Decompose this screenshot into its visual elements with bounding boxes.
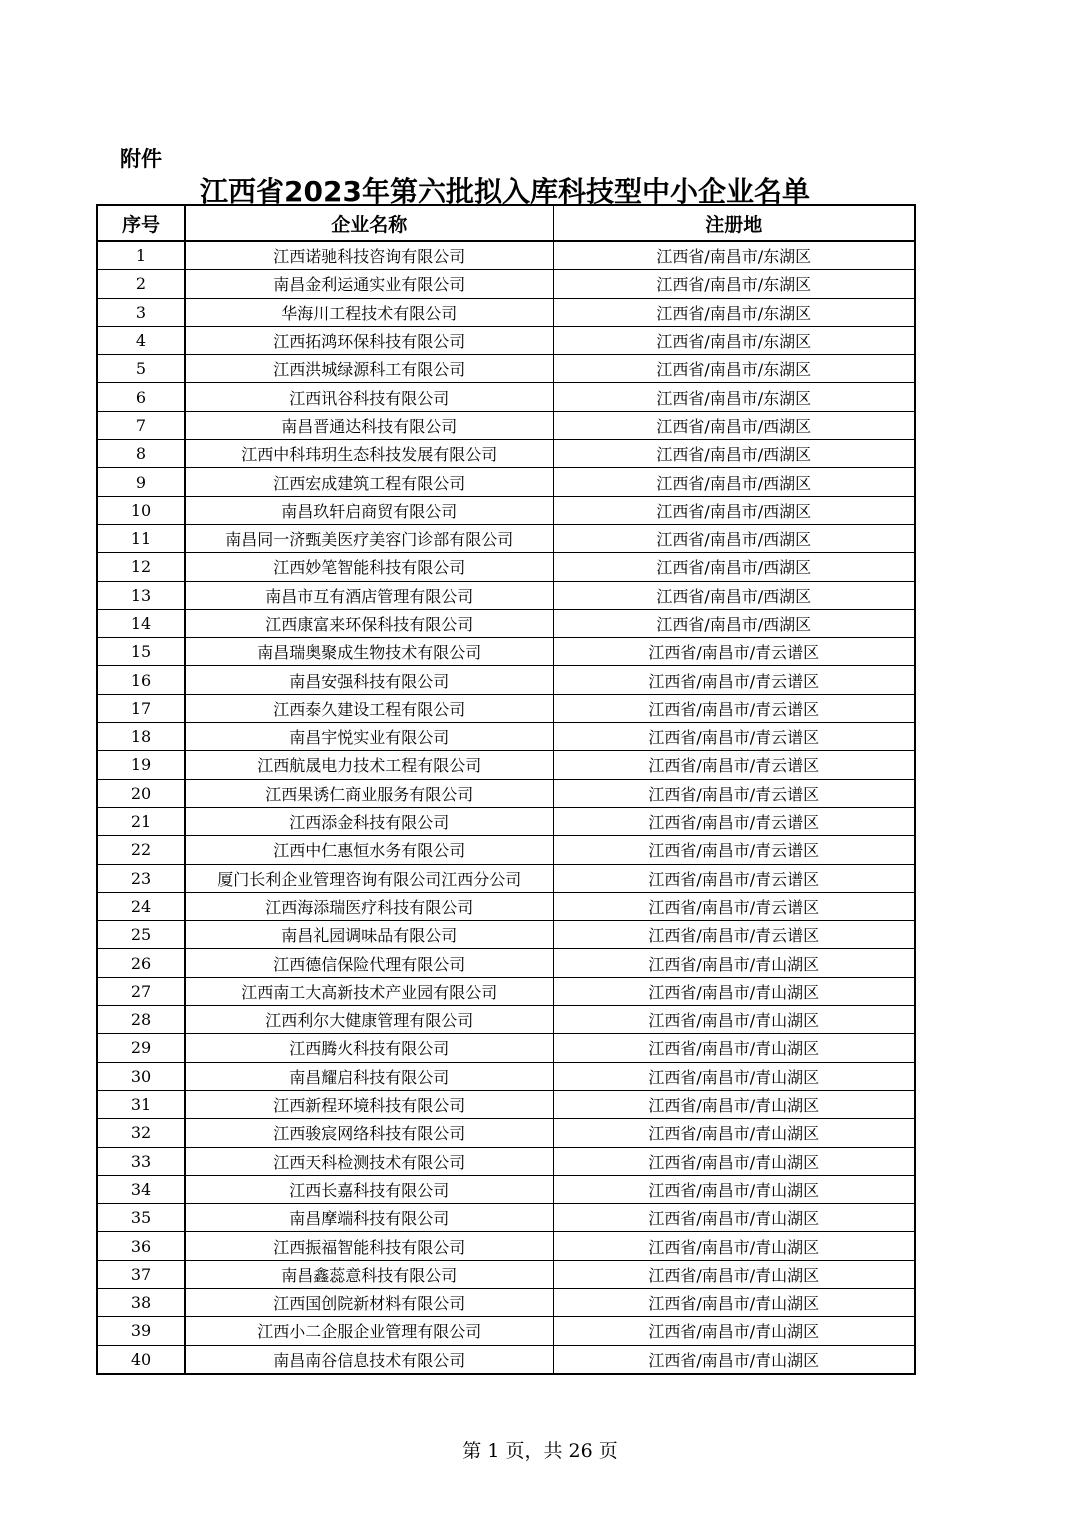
row-number: 3 bbox=[97, 298, 185, 326]
table-row bbox=[97, 977, 915, 1005]
row-number: 37 bbox=[97, 1260, 185, 1288]
row-number: 6 bbox=[97, 383, 185, 411]
table-row bbox=[97, 1232, 915, 1260]
row-number: 25 bbox=[97, 921, 185, 949]
registration-location: 江西省/南昌市/青山湖区 bbox=[553, 1175, 915, 1203]
company-name: 南昌安强科技有限公司 bbox=[185, 666, 553, 694]
registration-location: 江西省/南昌市/青山湖区 bbox=[553, 1288, 915, 1316]
company-table bbox=[96, 204, 916, 1375]
registration-location: 江西省/南昌市/青云谱区 bbox=[553, 751, 915, 779]
registration-location: 江西省/南昌市/东湖区 bbox=[553, 355, 915, 383]
registration-location: 江西省/南昌市/青云谱区 bbox=[553, 836, 915, 864]
company-name: 江西腾火科技有限公司 bbox=[185, 1034, 553, 1062]
registration-location: 江西省/南昌市/青云谱区 bbox=[553, 666, 915, 694]
registration-location: 江西省/南昌市/西湖区 bbox=[553, 609, 915, 637]
company-name: 南昌礼园调味品有限公司 bbox=[185, 921, 553, 949]
table-row bbox=[97, 864, 915, 892]
table-row bbox=[97, 468, 915, 496]
row-number: 33 bbox=[97, 1147, 185, 1175]
table-row bbox=[97, 1062, 915, 1090]
company-name: 江西新程环境科技有限公司 bbox=[185, 1090, 553, 1118]
company-name: 南昌南谷信息技术有限公司 bbox=[185, 1345, 553, 1374]
table-row bbox=[97, 1175, 915, 1203]
registration-location: 江西省/南昌市/青山湖区 bbox=[553, 1317, 915, 1345]
table-row bbox=[97, 1204, 915, 1232]
company-name: 南昌玖轩启商贸有限公司 bbox=[185, 496, 553, 524]
company-name: 华海川工程技术有限公司 bbox=[185, 298, 553, 326]
registration-location: 江西省/南昌市/西湖区 bbox=[553, 440, 915, 468]
registration-location: 江西省/南昌市/青山湖区 bbox=[553, 1232, 915, 1260]
registration-location: 江西省/南昌市/西湖区 bbox=[553, 468, 915, 496]
company-name: 江西果诱仁商业服务有限公司 bbox=[185, 779, 553, 807]
company-name: 江西拓鸿环保科技有限公司 bbox=[185, 326, 553, 354]
registration-location: 江西省/南昌市/青山湖区 bbox=[553, 1147, 915, 1175]
company-name: 江西妙笔智能科技有限公司 bbox=[185, 553, 553, 581]
table-row bbox=[97, 270, 915, 298]
table-row bbox=[97, 1034, 915, 1062]
row-number: 26 bbox=[97, 949, 185, 977]
registration-location: 江西省/南昌市/青云谱区 bbox=[553, 779, 915, 807]
registration-location: 江西省/南昌市/青山湖区 bbox=[553, 1034, 915, 1062]
registration-location: 江西省/南昌市/青山湖区 bbox=[553, 1345, 915, 1374]
company-name: 江西讯谷科技有限公司 bbox=[185, 383, 553, 411]
table-row bbox=[97, 355, 915, 383]
table-row bbox=[97, 1345, 915, 1374]
row-number: 12 bbox=[97, 553, 185, 581]
table-row bbox=[97, 326, 915, 354]
column-header-no: 序号 bbox=[97, 205, 185, 241]
document-title: 江西省2023年第六批拟入库科技型中小企业名单 bbox=[200, 175, 810, 208]
company-name: 江西利尔大健康管理有限公司 bbox=[185, 1006, 553, 1034]
table-row bbox=[97, 1090, 915, 1118]
attachment-label: 附件 bbox=[120, 147, 162, 171]
table-row bbox=[97, 1006, 915, 1034]
company-name: 江西国创院新材料有限公司 bbox=[185, 1288, 553, 1316]
table-header-row bbox=[97, 205, 915, 241]
company-name: 江西长嘉科技有限公司 bbox=[185, 1175, 553, 1203]
row-number: 36 bbox=[97, 1232, 185, 1260]
table-row bbox=[97, 1119, 915, 1147]
company-name: 江西航晟电力技术工程有限公司 bbox=[185, 751, 553, 779]
row-number: 27 bbox=[97, 977, 185, 1005]
row-number: 35 bbox=[97, 1204, 185, 1232]
company-name: 江西振福智能科技有限公司 bbox=[185, 1232, 553, 1260]
registration-location: 江西省/南昌市/青云谱区 bbox=[553, 638, 915, 666]
row-number: 30 bbox=[97, 1062, 185, 1090]
registration-location: 江西省/南昌市/青山湖区 bbox=[553, 949, 915, 977]
company-name: 江西中仁惠恒水务有限公司 bbox=[185, 836, 553, 864]
registration-location: 江西省/南昌市/西湖区 bbox=[553, 581, 915, 609]
company-name: 江西泰久建设工程有限公司 bbox=[185, 694, 553, 722]
table-row bbox=[97, 892, 915, 920]
company-name: 江西宏成建筑工程有限公司 bbox=[185, 468, 553, 496]
table-row bbox=[97, 921, 915, 949]
table-row bbox=[97, 496, 915, 524]
registration-location: 江西省/南昌市/东湖区 bbox=[553, 383, 915, 411]
registration-location: 江西省/南昌市/青山湖区 bbox=[553, 977, 915, 1005]
column-header-name: 企业名称 bbox=[185, 205, 553, 241]
table-row bbox=[97, 581, 915, 609]
company-name: 南昌市互有酒店管理有限公司 bbox=[185, 581, 553, 609]
table-row bbox=[97, 609, 915, 637]
registration-location: 江西省/南昌市/青山湖区 bbox=[553, 1119, 915, 1147]
company-name: 南昌耀启科技有限公司 bbox=[185, 1062, 553, 1090]
row-number: 28 bbox=[97, 1006, 185, 1034]
registration-location: 江西省/南昌市/东湖区 bbox=[553, 326, 915, 354]
row-number: 15 bbox=[97, 638, 185, 666]
table-body bbox=[97, 241, 915, 1374]
table-row bbox=[97, 1260, 915, 1288]
row-number: 1 bbox=[97, 241, 185, 270]
company-name: 南昌宇悦实业有限公司 bbox=[185, 723, 553, 751]
row-number: 7 bbox=[97, 411, 185, 439]
company-name: 江西添金科技有限公司 bbox=[185, 807, 553, 835]
row-number: 11 bbox=[97, 524, 185, 552]
row-number: 17 bbox=[97, 694, 185, 722]
row-number: 13 bbox=[97, 581, 185, 609]
registration-location: 江西省/南昌市/东湖区 bbox=[553, 270, 915, 298]
company-name: 南昌鑫蕊意科技有限公司 bbox=[185, 1260, 553, 1288]
company-name: 江西诺驰科技咨询有限公司 bbox=[185, 241, 553, 270]
row-number: 23 bbox=[97, 864, 185, 892]
registration-location: 江西省/南昌市/青山湖区 bbox=[553, 1260, 915, 1288]
company-name: 南昌瑞奥聚成生物技术有限公司 bbox=[185, 638, 553, 666]
row-number: 5 bbox=[97, 355, 185, 383]
table-row bbox=[97, 524, 915, 552]
table-row bbox=[97, 1317, 915, 1345]
table-row bbox=[97, 1288, 915, 1316]
registration-location: 江西省/南昌市/西湖区 bbox=[553, 553, 915, 581]
table-row bbox=[97, 949, 915, 977]
row-number: 32 bbox=[97, 1119, 185, 1147]
registration-location: 江西省/南昌市/青云谱区 bbox=[553, 694, 915, 722]
table-row bbox=[97, 298, 915, 326]
registration-location: 江西省/南昌市/青云谱区 bbox=[553, 807, 915, 835]
company-name: 南昌晋通达科技有限公司 bbox=[185, 411, 553, 439]
row-number: 18 bbox=[97, 723, 185, 751]
row-number: 21 bbox=[97, 807, 185, 835]
table-row bbox=[97, 751, 915, 779]
registration-location: 江西省/南昌市/青山湖区 bbox=[553, 1006, 915, 1034]
row-number: 24 bbox=[97, 892, 185, 920]
table-row bbox=[97, 411, 915, 439]
company-name: 江西骏宸网络科技有限公司 bbox=[185, 1119, 553, 1147]
registration-location: 江西省/南昌市/西湖区 bbox=[553, 411, 915, 439]
row-number: 14 bbox=[97, 609, 185, 637]
row-number: 22 bbox=[97, 836, 185, 864]
company-name: 江西天科检测技术有限公司 bbox=[185, 1147, 553, 1175]
table-row bbox=[97, 807, 915, 835]
row-number: 10 bbox=[97, 496, 185, 524]
row-number: 20 bbox=[97, 779, 185, 807]
registration-location: 江西省/南昌市/东湖区 bbox=[553, 241, 915, 270]
registration-location: 江西省/南昌市/东湖区 bbox=[553, 298, 915, 326]
company-name: 江西康富来环保科技有限公司 bbox=[185, 609, 553, 637]
company-name: 江西德信保险代理有限公司 bbox=[185, 949, 553, 977]
company-name: 厦门长利企业管理咨询有限公司江西分公司 bbox=[185, 864, 553, 892]
row-number: 2 bbox=[97, 270, 185, 298]
registration-location: 江西省/南昌市/青云谱区 bbox=[553, 864, 915, 892]
registration-location: 江西省/南昌市/青云谱区 bbox=[553, 921, 915, 949]
company-name: 江西南工大高新技术产业园有限公司 bbox=[185, 977, 553, 1005]
company-name: 南昌同一济甄美医疗美容门诊部有限公司 bbox=[185, 524, 553, 552]
table-row bbox=[97, 440, 915, 468]
table-row bbox=[97, 779, 915, 807]
table-row bbox=[97, 638, 915, 666]
row-number: 34 bbox=[97, 1175, 185, 1203]
row-number: 40 bbox=[97, 1345, 185, 1374]
table-row bbox=[97, 1147, 915, 1175]
row-number: 29 bbox=[97, 1034, 185, 1062]
row-number: 19 bbox=[97, 751, 185, 779]
table-row bbox=[97, 694, 915, 722]
registration-location: 江西省/南昌市/青山湖区 bbox=[553, 1204, 915, 1232]
table-row bbox=[97, 723, 915, 751]
table-row bbox=[97, 553, 915, 581]
company-name: 江西中科玮玥生态科技发展有限公司 bbox=[185, 440, 553, 468]
column-header-location: 注册地 bbox=[553, 205, 915, 241]
row-number: 9 bbox=[97, 468, 185, 496]
registration-location: 江西省/南昌市/青云谱区 bbox=[553, 892, 915, 920]
registration-location: 江西省/南昌市/西湖区 bbox=[553, 496, 915, 524]
company-name: 江西海添瑞医疗科技有限公司 bbox=[185, 892, 553, 920]
company-name: 南昌摩端科技有限公司 bbox=[185, 1204, 553, 1232]
company-name: 江西洪城绿源科工有限公司 bbox=[185, 355, 553, 383]
row-number: 4 bbox=[97, 326, 185, 354]
registration-location: 江西省/南昌市/西湖区 bbox=[553, 524, 915, 552]
company-name: 江西小二企服企业管理有限公司 bbox=[185, 1317, 553, 1345]
table-row bbox=[97, 836, 915, 864]
row-number: 31 bbox=[97, 1090, 185, 1118]
row-number: 16 bbox=[97, 666, 185, 694]
company-name: 南昌金利运通实业有限公司 bbox=[185, 270, 553, 298]
table-row bbox=[97, 383, 915, 411]
registration-location: 江西省/南昌市/青云谱区 bbox=[553, 723, 915, 751]
row-number: 38 bbox=[97, 1288, 185, 1316]
table-row bbox=[97, 241, 915, 270]
table-row bbox=[97, 666, 915, 694]
page-footer: 第 1 页，共 26 页 bbox=[462, 1440, 618, 1462]
row-number: 8 bbox=[97, 440, 185, 468]
row-number: 39 bbox=[97, 1317, 185, 1345]
registration-location: 江西省/南昌市/青山湖区 bbox=[553, 1062, 915, 1090]
registration-location: 江西省/南昌市/青山湖区 bbox=[553, 1090, 915, 1118]
